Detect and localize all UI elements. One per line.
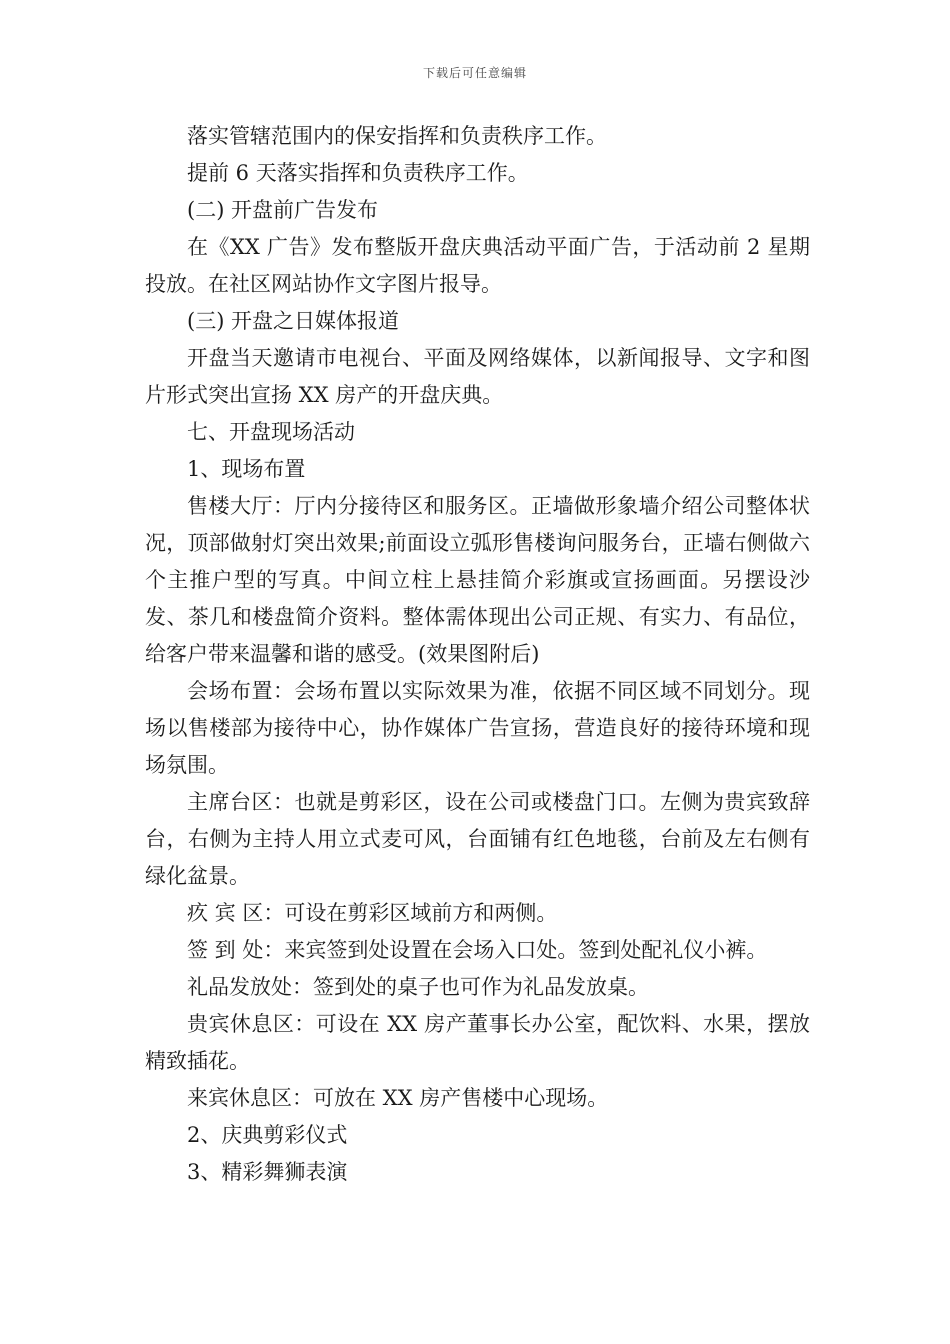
section-heading: (二) 开盘前广告发布 xyxy=(187,198,379,222)
paragraph: 在《XX 广告》发布整版开盘庆典活动平面广告，于活动前 2 星期投放。在社区网站协作文字图片报导。 xyxy=(145,235,810,296)
document-body xyxy=(145,118,810,1191)
paragraph: 会场布置：会场布置以实际效果为准，依据不同区域不同划分。现场以售楼部为接待中心，协作媒体广告宣扬，营造良好的接待环境和现场氛围。 xyxy=(145,679,810,777)
page-header: 下载后可任意编辑 xyxy=(422,66,527,80)
subsection-heading: 1、现场布置 xyxy=(187,457,306,481)
subsection-heading: 2、庆典剪彩仪式 xyxy=(187,1123,348,1147)
section-heading: 七、开盘现场活动 xyxy=(187,420,355,444)
paragraph: 提前 6 天落实指挥和负责秩序工作。 xyxy=(187,161,529,185)
paragraph: 签 到 处：来宾签到处设置在会场入口处。签到处配礼仪小裤。 xyxy=(187,938,768,962)
paragraph: 主席台区：也就是剪彩区，设在公司或楼盘门口。左侧为贵宾致辞台，右侧为主持人用立式麦可风，台面铺有红色地毯，台前及左右侧有绿化盆景。 xyxy=(145,790,810,888)
paragraph: 开盘当天邀请市电视台、平面及网络媒体，以新闻报导、文字和图片形式突出宣扬 XX 房产的开盘庆典。 xyxy=(145,346,810,407)
paragraph: 贵宾休息区：可设在 XX 房产董事长办公室，配饮料、水果，摆放精致插花。 xyxy=(145,1012,810,1073)
paragraph: 售楼大厅：厅内分接待区和服务区。正墙做形象墙介绍公司整体状况，顶部做射灯突出效果;前面设立弧形售楼询问服务台，正墙右侧做六个主推户型的写真。中间立柱上悬挂简介彩旗或宣扬画面。另摆设沙发、茶几和楼盘简介资料。整体需体现出公司正规、有实力、有品位，给客户带来温馨和谐的感受。(效果图附后) xyxy=(145,494,810,666)
section-heading: (三) 开盘之日媒体报道 xyxy=(187,309,400,333)
paragraph: 礼品发放处：签到处的桌子也可作为礼品发放桌。 xyxy=(187,975,649,999)
subsection-heading: 3、精彩舞狮表演 xyxy=(187,1160,348,1184)
paragraph: 疚 宾 区：可设在剪彩区域前方和两侧。 xyxy=(187,901,558,925)
paragraph: 来宾休息区：可放在 XX 房产售楼中心现场。 xyxy=(187,1086,609,1110)
paragraph: 落实管辖范围内的保安指挥和负责秩序工作。 xyxy=(187,124,607,148)
